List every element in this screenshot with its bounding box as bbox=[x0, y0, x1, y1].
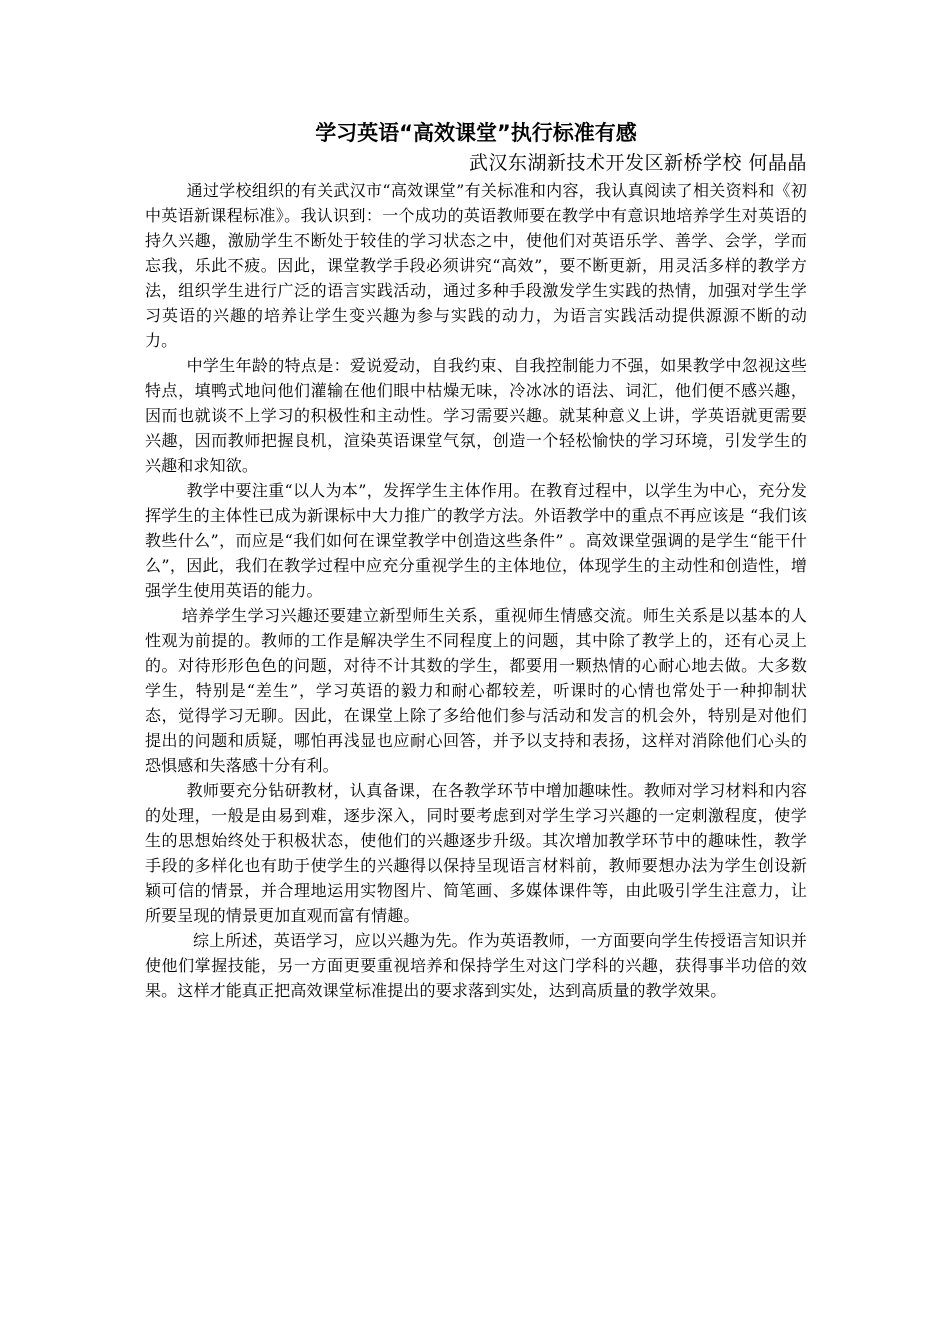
paragraph-5: 教师要充分钻研教材，认真备课，在各教学环节中增加趣味性。教师对学习材料和内容的处理，一般是由易到难，逐步深入，同时要考虑到对学生学习兴趣的一定刺激程度，使学生的思想始终处于积极状态，使他们的兴趣逐步升级。其次增加教学环节中的趣味性，教学手段的多样化也有助于使学生的兴趣得以保持呈现语言材料前，教师要想办法为学生创设新颖可信的情景，并合理地运用实物图片、简笔画、多媒体课件等，由此吸引学生注意力，让所要呈现的情景更加直观而富有情趣。 bbox=[145, 781, 807, 925]
paragraph-2: 中学生年龄的特点是：爱说爱动，自我约束、自我控制能力不强，如果教学中忽视这些特点，填鸭式地问他们灌输在他们眼中枯燥无味，冷冰冰的语法、词汇，他们便不感兴趣，因而也就谈不上学习的积极性和主动性。学习需要兴趣。就某种意义上讲，学英语就更需要兴趣，因而教师把握良机，渲染英语课堂气氛，创造一个轻松愉快的学习环境，引发学生的兴趣和求知欲。 bbox=[145, 356, 807, 475]
document-title: 学习英语“高效课堂”执行标准有感 bbox=[315, 121, 637, 145]
paragraph-4: 培养学生学习兴趣还要建立新型师生关系，重视师生情感交流。师生关系是以基本的人性观为前提的。教师的工作是解决学生不同程度上的问题，其中除了教学上的，还有心灵上的。对待形形色色的问题，对待不计其数的学生，都要用一颗热情的心耐心地去做。大多数学生，特别是“差生”，学习英语的毅力和耐心都较差，听课时的心情也常处于一种抑制状态，觉得学习无聊。因此，在课堂上除了多给他们参与活动和发言的机会外，特别是对他们提出的问题和质疑，哪怕再浅显也应耐心回答，并予以支持和表扬，这样对消除他们心头的恐惧感和失落感十分有利。 bbox=[145, 606, 807, 775]
paragraph-6: 综上所述，英语学习，应以兴趣为先。作为英语教师，一方面要向学生传授语言知识并使他们掌握技能，另一方面更要重视培养和保持学生对这门学科的兴趣，获得事半功倍的效果。这样才能真正把高效课堂标准提出的要求落到实处，达到高质量的教学效果。 bbox=[145, 931, 807, 1000]
author-byline: 武汉东湖新技术开发区新桥学校 何晶晶 bbox=[468, 152, 807, 174]
paragraph-3: 教学中要注重“以人为本”，发挥学生主体作用。在教育过程中，以学生为中心，充分发挥学生的主体性已成为新课标中大力推广的教学方法。外语教学中的重点不再应该是 “我们该教些什么”，而应是“我们如何在课堂教学中创造这些条件” 。高效课堂强调的是学生“能干什么”，因此，我们在教学过程中应充分重视学生的主体地位，体现学生的主动性和创造性，增强学生使用英语的能力。 bbox=[145, 481, 807, 600]
document-page bbox=[145, 116, 807, 1003]
paragraph-1: 通过学校组织的有关武汉市“高效课堂”有关标准和内容，我认真阅读了相关资料和《初中英语新课程标准》。我认识到：一个成功的英语教师要在教学中有意识地培养学生对英语的持久兴趣，激励学生不断处于较佳的学习状态之中，使他们对英语乐学、善学、会学，学而忘我，乐此不疲。因此，课堂教学手段必须讲究“高效”，要不断更新，用灵活多样的教学方法，组织学生进行广泛的语言实践活动，通过多种手段激发学生实践的热情，加强对学生学习英语的兴趣的培养让学生变兴趣为参与实践的动力，为语言实践活动提供源源不断的动力。 bbox=[145, 181, 807, 350]
